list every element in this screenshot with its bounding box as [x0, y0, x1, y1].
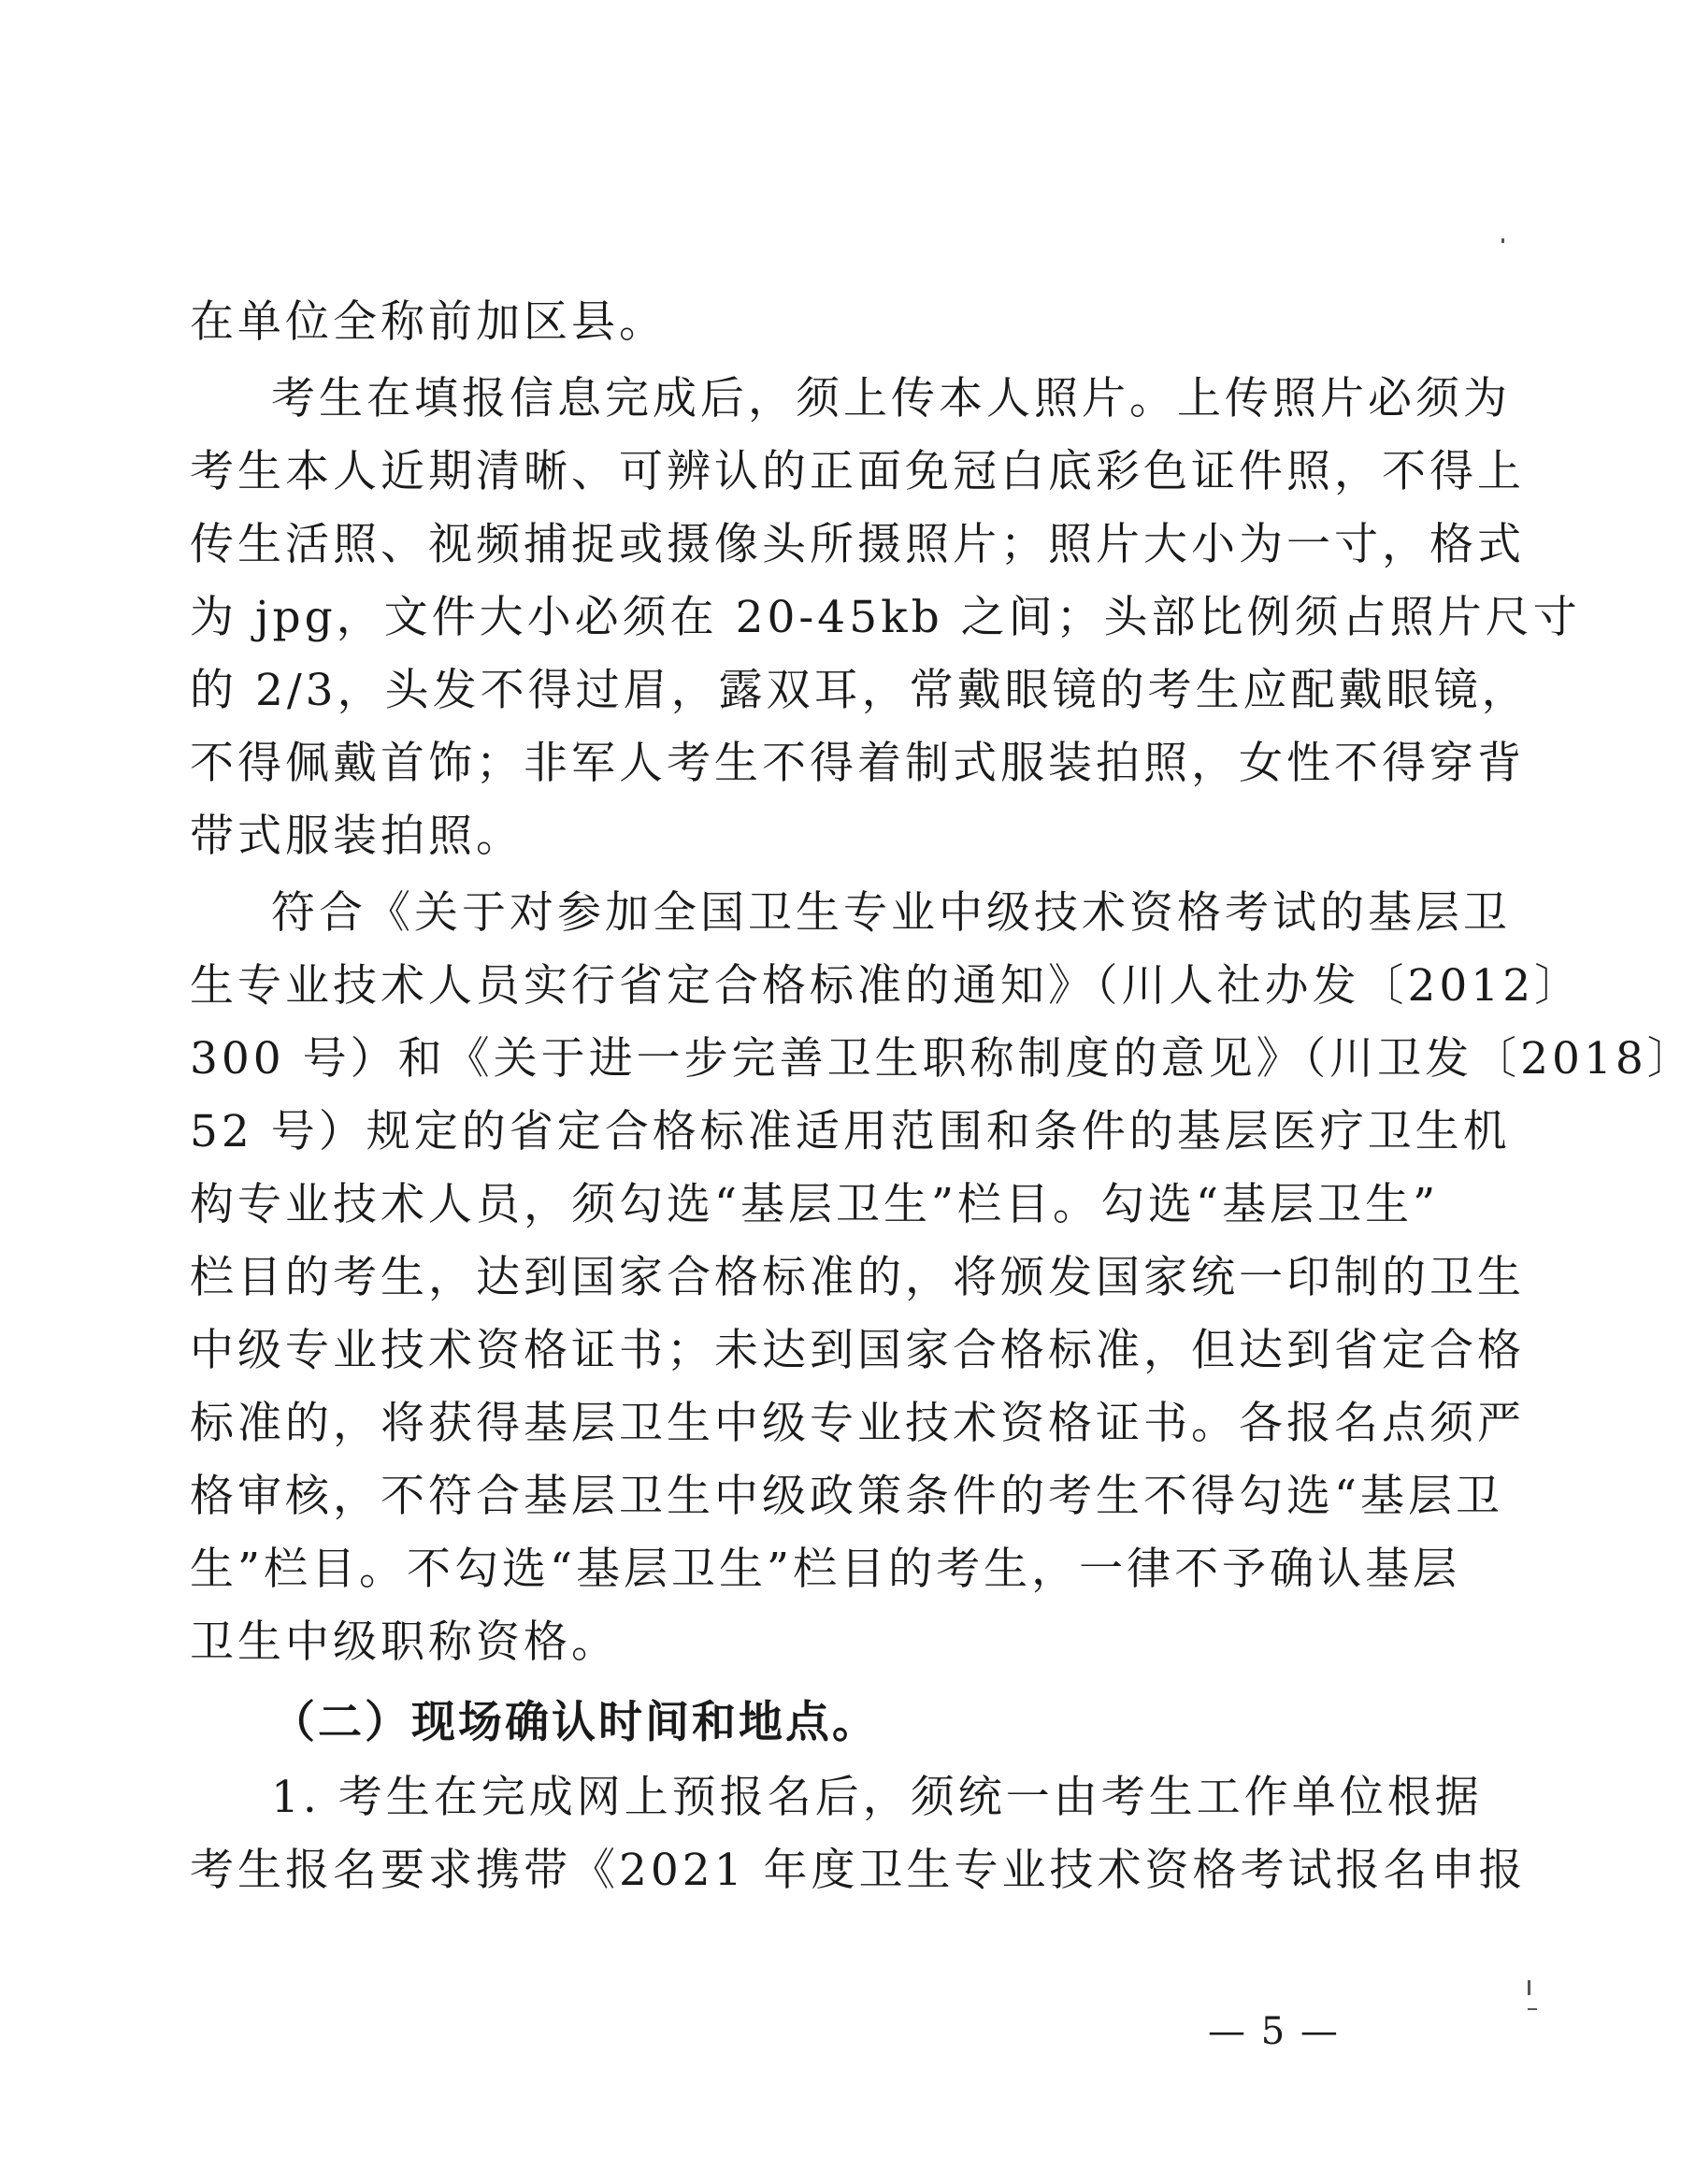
section-heading: （二）现场确认时间和地点。 — [271, 1697, 879, 1748]
text-line: 中级专业技术资格证书；未达到国家合格标准，但达到省定合格 — [190, 1325, 1525, 1376]
text-line: 的 2/3，头发不得过眉，露双耳，常戴眼镜的考生应配戴眼镜， — [190, 665, 1530, 716]
text-line: 传生活照、视频捕捉或摄像头所摄照片；照片大小为一寸，格式 — [190, 519, 1525, 570]
text-line: 300 号）和《关于进一步完善卫生职称制度的意见》（川卫发〔2018〕 — [190, 1033, 1695, 1085]
text-line: 为 jpg，文件大小必须在 20-45kb 之间；头部比例须占照片尺寸 — [190, 592, 1581, 643]
text-line: 生”栏目。不勾选“基层卫生”栏目的考生，一律不予确认基层 — [190, 1544, 1461, 1595]
text-line: 生专业技术人员实行省定合格标准的通知》（川人社办发〔2012〕 — [190, 960, 1583, 1012]
text-line: 考生本人近期清晰、可辨认的正面免冠白底彩色证件照，不得上 — [190, 446, 1525, 497]
text-line: 带式服装拍照。 — [190, 811, 524, 862]
paragraph-grassroots-line: 符合《关于对参加全国卫生专业中级技术资格考试的基层卫 — [271, 887, 1511, 939]
paragraph-photo-line: 考生在填报信息完成后，须上传本人照片。上传照片必须为 — [271, 373, 1511, 424]
text-line: 52 号）规定的省定合格标准适用范围和条件的基层医疗卫生机 — [190, 1106, 1511, 1157]
text-line: 标准的，将获得基层卫生中级专业技术资格证书。各报名点须严 — [190, 1398, 1525, 1449]
text-line: 格审核，不符合基层卫生中级政策条件的考生不得勾选“基层卫 — [190, 1471, 1504, 1522]
text-line: 在单位全称前加区县。 — [190, 296, 667, 348]
text-line: 栏目的考生，达到国家合格标准的，将颁发国家统一印制的卫生 — [190, 1252, 1525, 1303]
text-line: 考生报名要求携带《2021 年度卫生专业技术资格考试报名申报 — [190, 1845, 1527, 1896]
page-number: — 5 — — [1208, 2010, 1340, 2053]
scan-mark — [1501, 238, 1504, 243]
scan-mark — [1528, 2008, 1537, 2010]
paragraph-confirmation-line: 1. 考生在完成网上预报名后，须统一由考生工作单位根据 — [271, 1772, 1483, 1823]
text-line: 不得佩戴首饰；非军人考生不得着制式服装拍照，女性不得穿背 — [190, 738, 1525, 789]
text-line: 构专业技术人员，须勾选“基层卫生”栏目。勾选“基层卫生” — [190, 1179, 1440, 1230]
text-line: 卫生中级职称资格。 — [190, 1616, 619, 1668]
scan-mark — [1528, 1980, 1530, 1995]
